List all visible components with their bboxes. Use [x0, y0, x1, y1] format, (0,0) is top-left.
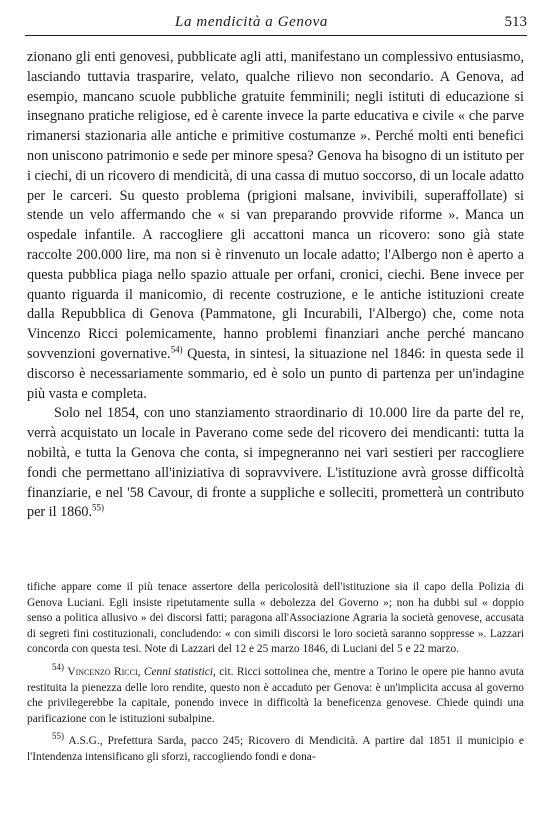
note-reference-55: 55): [92, 502, 105, 513]
note-reference-54: 54): [170, 344, 183, 355]
main-text: [27, 48, 524, 523]
running-title: La mendicità a Genova: [175, 14, 328, 30]
footnote-54: [27, 662, 524, 727]
footnote-55: [27, 731, 524, 765]
paragraph-1: [27, 48, 524, 404]
header-rule: [25, 35, 527, 36]
paragraph-2-text: Solo nel 1854, con uno stanziamento straordinario di 10.000 lire da parte del re, verrà acquistato un locale in Paverano come sede del ricovero dei mendicanti: tutta la nobiltà, e tutta la Genova che conta, si impegneranno nei vari sestieri per raccogliere fondi che permettano all'iniziativa di sopravvivere. L'istituzione avrà grosse difficoltà finanziarie, e nel '58 Cavour, di fronte a suppliche e solleciti, prometterà un contributo per il 1860.: [27, 405, 524, 521]
footnote-54-work-title: Cenni statistici: [143, 665, 214, 678]
footnote-55-number: 55): [52, 731, 64, 742]
paragraph-1-text-a: zionano gli enti genovesi, pubblicate agli atti, manifestano un complessivo entusiasmo, lasciando tuttavia trasparire, velato, qualche rilievo non secondario. A Genova, ad esempio, mancano scuole pubbliche gratuite femminili; negli istituti di educazione si insegnano pratiche religiose, ed è carente invece la parte educativa e civile « che parve rimanersi stazionaria alle antiche e primitive costumanze ». Perché molti enti benefici non uniscono patrimonio e sede per minore spesa? Genova ha bisogno di un istituto per i ciechi, di un ricovero di mendicità, di una cassa di mutuo soccorso, di un locale adatto per le carceri. Su questo problema (prigioni malsane, invivibili, superaffollate) si stende un velo affermando che « si van preparando provvide riforme ». Manca un ospedale infantile. A raccogliere gli accattoni manca un ricovero: sono già state raccolte 200.000 lire, ma non si è rinvenuto un locale adatto; l'Albergo non è aperto a questa pubblica piaga nello spazio attuale per orfani, cronici, ciechi. Bene invece per quanto riguarda il manicomio, di recente costruzione, e le antiche istituzioni create dalla Repubblica di Genova (Pammatone, gli Incurabili, l'Albergo) che, come nota Vincenzo Ricci polemicamente, hanno problemi finanziari anche perché mancano sovvenzioni governative.: [27, 49, 524, 362]
footnote-54-text: , cit. Ricci sottolinea che, mentre a Torino le opere pie hanno avuta restituita la pienezza delle loro rendite, questo non è accaduto per Genova: è un'implicita accusa al governo che privilegerebbe la capitale, ponendo invece in difficoltà la beneficenza genovese. Chiede quindi una parificazione con le istituzioni subalpine.: [27, 665, 524, 725]
footnote-54-author: Vincenzo Ricci: [67, 665, 138, 678]
footnotes: [27, 580, 524, 773]
paragraph-2: [27, 404, 524, 523]
paragraph-1-text-b: Questa, in sintesi, la situazione nel 1846: in questa sede il discorso è necessariamente sommario, ed è solo un punto di partenza per un'indagine più vasta e completa.: [27, 345, 524, 402]
running-header: [25, 12, 527, 36]
footnote-54-separator: ,: [137, 665, 144, 678]
page-number: 513: [504, 14, 527, 30]
footnote-55-text: A.S.G., Prefettura Sarda, pacco 245; Ricovero di Mendicità. A partire dal 1851 il municipio e l'Intendenza intensificano gli sforzi, raccogliendo fondi e dona-: [27, 735, 524, 763]
footnote-continued: tifiche appare come il più tenace assertore della pericolosità dell'istituzione sia il capo della Polizia di Genova Luciani. Egli insiste ripetutamente sulla « debolezza del Governo »; non ha dubbi sul « doppio senso a politica allusivo » dei discorsi fatti; paragona all'Associazione Agraria la società genovese, accusata di segreti fini costituzionali, concludendo: « con simili discorsi le loro società saranno soppresse ». Lazzari concorda con questa tesi. Note di Lazzari del 12 e 25 marzo 1846, di Luciani del 5 e 22 marzo.: [27, 581, 524, 656]
footnote-54-number: 54): [52, 662, 64, 673]
